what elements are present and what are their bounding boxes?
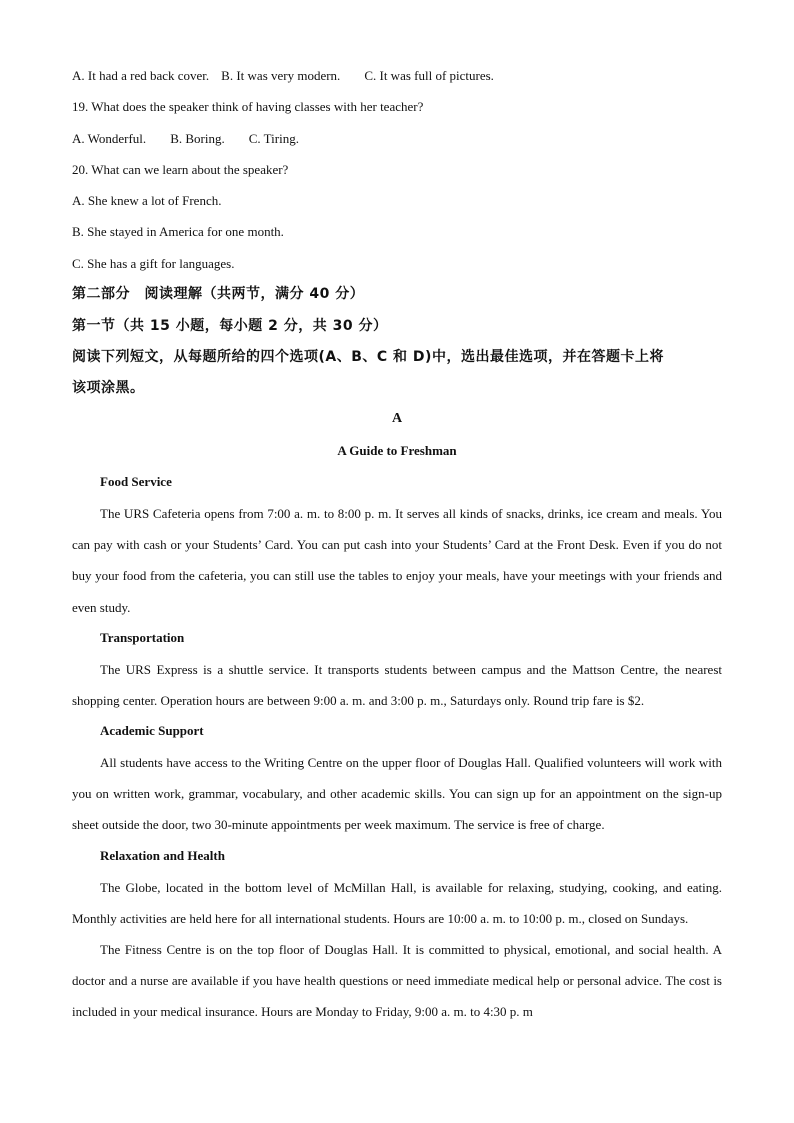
passage-letter: A	[391, 411, 403, 426]
transport-heading: Transportation	[100, 630, 185, 645]
instruction-line1: 阅读下列短文，从每题所给的四个选项(A、B、C 和 D)中，选出最佳选项，并在答题卡上将	[72, 349, 664, 365]
q19-options	[72, 131, 299, 147]
academic-heading: Academic Support	[100, 723, 204, 738]
q20-option-b: B. She stayed in America for one month.	[72, 224, 284, 239]
q18-option-c: C. It was full of pictures.	[364, 68, 494, 83]
q19-option-a: A. Wonderful.	[72, 131, 147, 146]
food-heading: Food Service	[100, 474, 172, 489]
q20-option-c: C. She has a gift for languages.	[72, 256, 235, 271]
part2-heading: 第二部分 阅读理解（共两节，满分 40 分）	[72, 286, 365, 302]
q18-options	[72, 68, 494, 84]
food-paragraph: The URS Cafeteria opens from 7:00 a. m. to 8:00 p. m. It serves all kinds of snacks, drinks, ice cream and meals. You can pay with cash or your Students’ Card. You can put cash into your Students’ Card at the Front Desk. Even if you do not buy your food from the cafeteria, you can still use the tables to enjoy your meals, have your meetings with your friends and even study.	[72, 506, 722, 615]
passage-title: A Guide to Freshman	[337, 443, 457, 458]
relax-paragraph-2: The Fitness Centre is on the top floor of Douglas Hall. It is committed to physical, emotional, and social health. A doctor and a nurse are available if you have health questions or need immediate medical help or personal advice. The cost is included in your medical insurance. Hours are Monday to Friday, 9:00 a. m. to 4:30 p. m	[72, 942, 722, 1020]
q18-option-b: B. It was very modern.	[221, 68, 341, 83]
transport-paragraph: The URS Express is a shuttle service. It transports students between campus and the Mattson Centre, the nearest shopping center. Operation hours are between 9:00 a. m. and 3:00 p. m., Saturdays only. Round trip fare is $2.	[72, 662, 722, 709]
relax-paragraph-1: The Globe, located in the bottom level of McMillan Hall, is available for relaxing, studying, cooking, and eating. Monthly activities are held here for all international students. Hours are 10:00 a. m. to 10:00 p. m., closed on Sundays.	[72, 880, 722, 927]
q18-option-a: A. It had a red back cover.	[72, 68, 210, 83]
relax-heading: Relaxation and Health	[100, 848, 225, 863]
q19-option-c: C. Tiring.	[248, 131, 299, 146]
instruction-line2: 该项涂黑。	[72, 380, 145, 396]
q20-question: 20. What can we learn about the speaker?	[72, 162, 289, 177]
academic-paragraph: All students have access to the Writing Centre on the upper floor of Douglas Hall. Qualified volunteers will work with you on written work, grammar, vocabulary, and other academic skills. You can sign up for an appointment on the sign-up sheet outside the door, two 30-minute appointments per week maximum. The service is free of charge.	[72, 755, 722, 833]
q19-option-b: B. Boring.	[170, 131, 225, 146]
q20-option-a: A. She knew a lot of French.	[72, 193, 222, 208]
q19-question: 19. What does the speaker think of having classes with her teacher?	[72, 99, 424, 114]
section1-heading: 第一节（共 15 小题，每小题 2 分，共 30 分）	[72, 318, 388, 334]
